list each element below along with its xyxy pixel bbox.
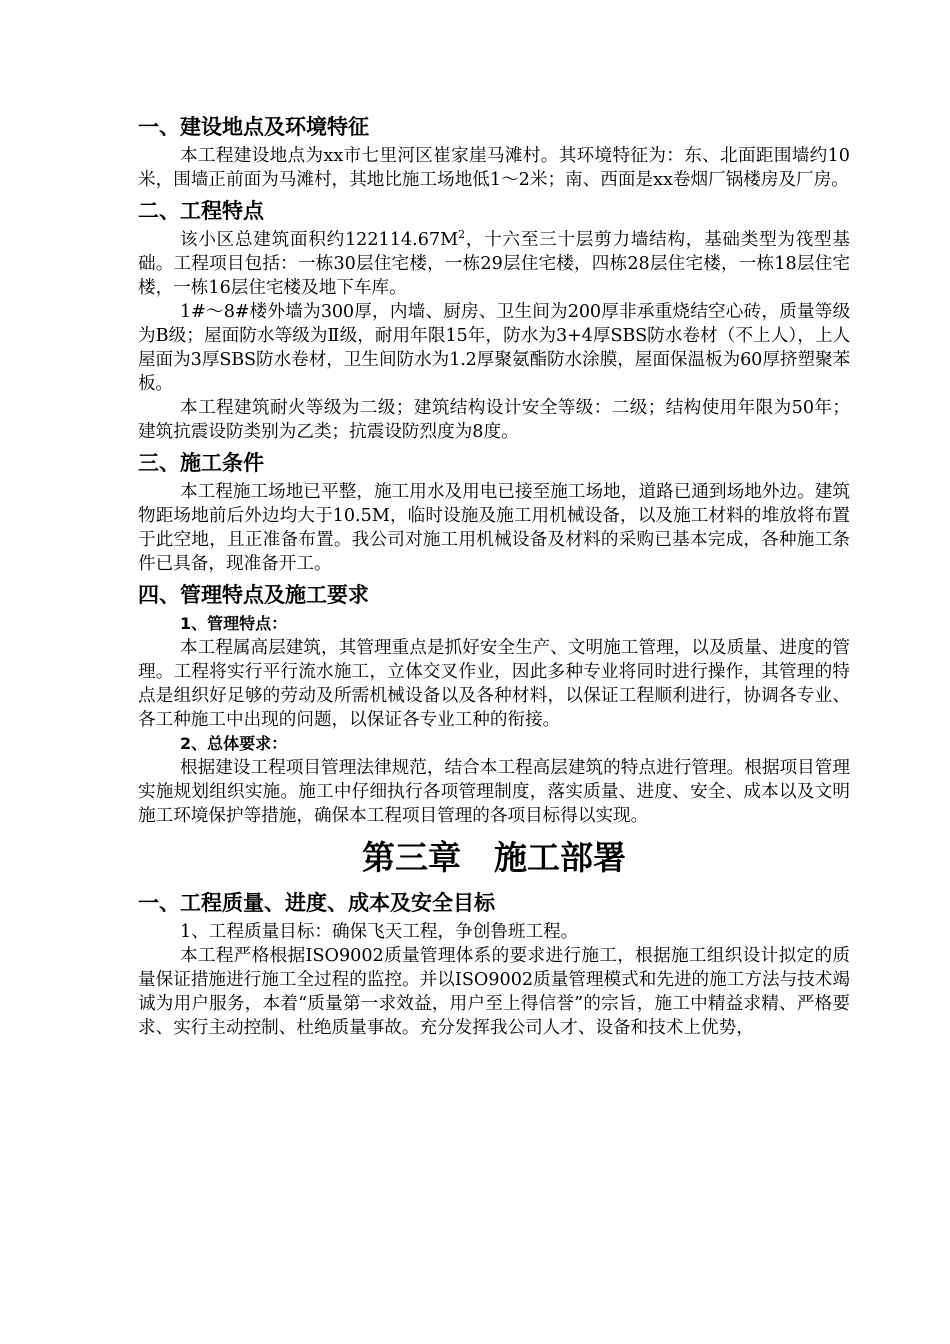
paragraph-fire-rating: 本工程建筑耐火等级为二级；建筑结构设计安全等级：二级；结构使用年限为50年；建筑抗震设防类别为乙类；抗震设防烈度为8度。 <box>138 398 850 442</box>
section-heading-location: 一、建设地点及环境特征 <box>138 115 369 139</box>
section-heading-conditions: 三、施工条件 <box>138 451 264 475</box>
subheading-general-requirements: 2、总体要求： <box>180 734 288 753</box>
paragraph-area <box>138 228 850 300</box>
area-text-rest: ，十六至三十层剪力墙结构，基础类型为筏型基础。工程项目包括：一栋30层住宅楼，一栋29层住宅楼，四栋28层住宅楼，一栋18层住宅楼，一栋16层住宅楼及地下车库。 <box>138 230 850 298</box>
paragraph-quality-target: 1、工程质量目标：确保飞天工程，争创鲁班工程。 <box>180 922 579 942</box>
paragraph-iso9002: 本工程严格根据ISO9002质量管理体系的要求进行施工，根据施工组织设计拟定的质量保证措施进行施工全过程的监控。并以ISO9002质量管理模式和先进的施工方法与技术竭诚为用户服务，本着“质量第一求效益，用户至上得信誉”的宗旨，施工中精益求精、严格要求、实行主动控制、杜绝质量事故。充分发挥我公司人才、设备和技术上优势， <box>138 946 850 1038</box>
section-heading-features: 二、工程特点 <box>138 199 264 223</box>
paragraph-conditions: 本工程施工场地已平整，施工用水及用电已接至施工场地，道路已通到场地外边。建筑物距场地前后外边均大于10.5M，临时设施及施工用机械设备，以及施工材料的堆放将布置于此空地，且正准备布置。我公司对施工用机械设备及材料的采购已基本完成，各种施工条件已具备，现准备开工。 <box>138 482 850 574</box>
subheading-management-features: 1、管理特点： <box>180 614 288 633</box>
paragraph-general-requirements: 根据建设工程项目管理法律规范，结合本工程高层建筑的特点进行管理。根据项目管理实施规划组织实施。施工中仔细执行各项管理制度，落实质量、进度、安全、成本以及文明施工环境保护等措施，确保本工程项目管理的各项目标得以实现。 <box>138 758 850 826</box>
section-heading-targets: 一、工程质量、进度、成本及安全目标 <box>138 891 495 915</box>
paragraph-location: 本工程建设地点为xx市七里河区崔家崖马滩村。其环境特征为：东、北面距围墙约10米，围墙正前面为马滩村，其地比施工场地低1～2米；南、西面是xx卷烟厂锅楼房及厂房。 <box>138 146 850 190</box>
paragraph-walls: 1#～8#楼外墙为300厚，内墙、厨房、卫生间为200厚非承重烧结空心砖，质量等级为B级；屋面防水等级为Ⅱ级，耐用年限15年，防水为3+4厚SBS防水卷材（不上人），上人屋面为3厚SBS防水卷材，卫生间防水为1.2厚聚氨酯防水涂膜，屋面保温板为60厚挤塑聚苯板。 <box>138 302 850 394</box>
section-heading-management: 四、管理特点及施工要求 <box>138 583 369 607</box>
area-text: 该小区总建筑面积约122114.67M <box>180 230 459 250</box>
document-page <box>138 108 850 1040</box>
area-superscript: 2 <box>458 228 466 242</box>
paragraph-management-features: 本工程属高层建筑，其管理重点是抓好安全生产、文明施工管理，以及质量、进度的管理。工程将实行平行流水施工，立体交叉作业，因此多种专业将同时进行操作，其管理的特点是组织好足够的劳动及所需机械设备以及各种材料，以保证工程顺利进行，协调各专业、各工种施工中出现的问题，以保证各专业工种的衔接。 <box>138 638 850 730</box>
chapter-title: 第三章 施工部署 <box>362 838 626 877</box>
